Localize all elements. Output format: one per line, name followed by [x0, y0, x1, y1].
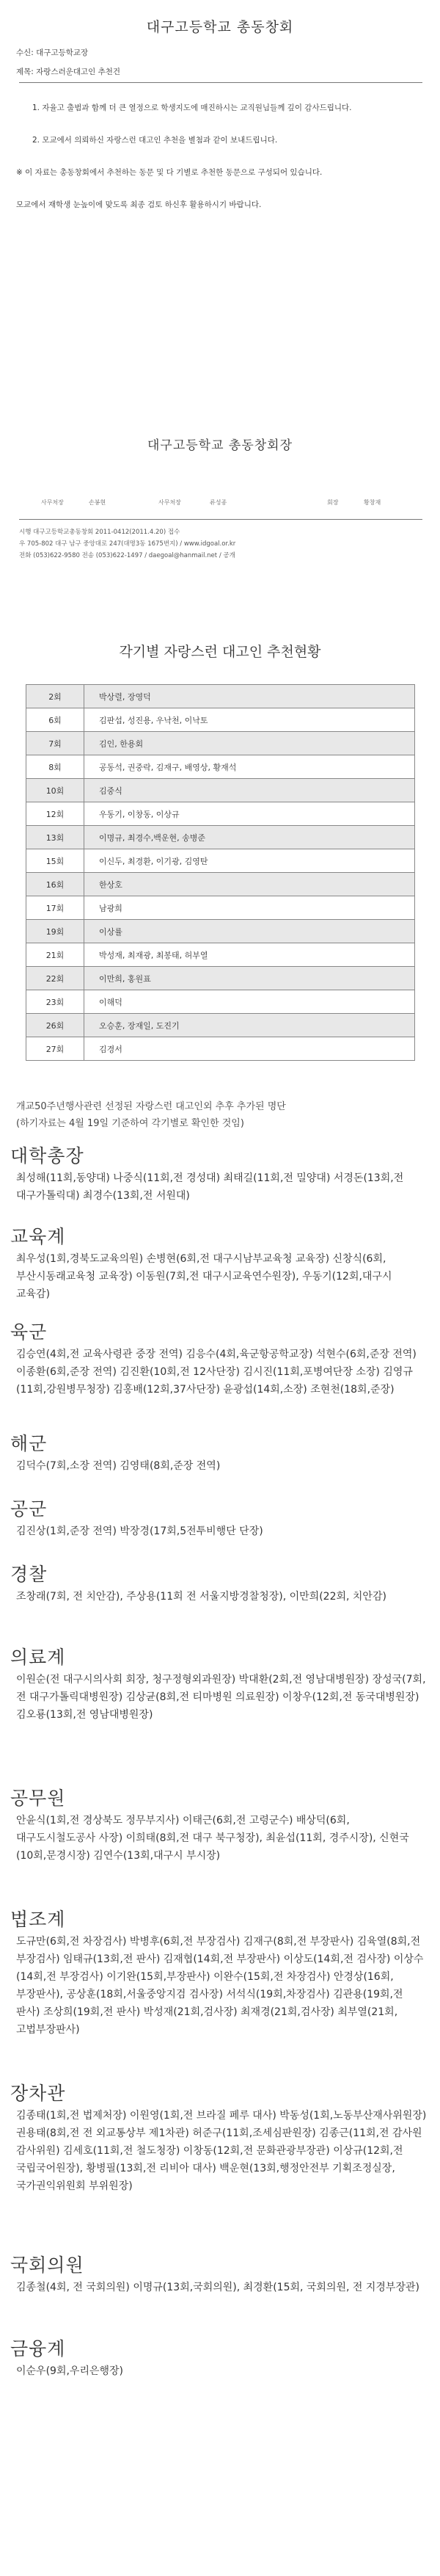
section-title-civil-servants: 공무원	[10, 1788, 66, 1809]
names-cell: 박성재, 최재광, 최봉태, 허부열	[84, 943, 415, 967]
letter-note-1: ※ 이 자료는 총동창회에서 추천하는 동문 및 다 기별로 추천한 동문으로 구성되어 있습니다.	[16, 168, 323, 177]
class-number-cell: 7회	[26, 732, 84, 755]
divider	[19, 82, 422, 83]
letter-subject: 제목: 자랑스러운대고인 추천건	[16, 68, 121, 76]
names-cell: 김경서	[84, 1037, 415, 1061]
class-number-cell: 8회	[26, 755, 84, 779]
names-cell: 우동기, 이창동, 이상규	[84, 802, 415, 826]
class-number-cell: 12회	[26, 802, 84, 826]
table-row	[26, 826, 415, 849]
approval-stamps	[41, 496, 408, 509]
stamp-name: 손봉현	[89, 499, 106, 506]
section-title-finance: 금융계	[10, 2338, 66, 2359]
section-body-education: 최우성(1회,경북도교육의원) 손병현(6회,전 대구시남부교육청 교육장) 신창식(6회,부산시동래교육청 교육장) 이동원(7회,전 대구시교육연수원장), 우동기(12회,대구시 교육감)	[16, 1253, 392, 1300]
class-number-cell: 15회	[26, 849, 84, 873]
names-cell: 이상률	[84, 920, 415, 943]
class-number-cell: 17회	[26, 896, 84, 920]
class-number-cell: 23회	[26, 990, 84, 1014]
table-row	[26, 873, 415, 896]
class-number-cell: 26회	[26, 1014, 84, 1037]
section-title-ministers: 장차관	[10, 2083, 66, 2104]
stamp-label: 회장	[327, 499, 339, 506]
table-row	[26, 779, 415, 802]
table-row	[26, 849, 415, 873]
names-cell: 이명규, 최경수,백운현, 송병준	[84, 826, 415, 849]
names-cell: 공동석, 권중락, 김재구, 배영상, 황재석	[84, 755, 415, 779]
table-row	[26, 755, 415, 779]
notice-line-2: (하기자료는 4월 19일 기준하여 각기별로 확인한 것임)	[16, 1118, 244, 1129]
class-number-cell: 27회	[26, 1037, 84, 1061]
notice-line-1: 개교50주년행사관련 선정된 자랑스런 대고인외 추후 추가된 명단	[16, 1101, 286, 1112]
table-row	[26, 1014, 415, 1037]
names-cell: 김인, 한용회	[84, 732, 415, 755]
table-row	[26, 896, 415, 920]
table-row	[26, 943, 415, 967]
section-title-national-assembly: 국회의원	[10, 2254, 84, 2276]
class-number-cell: 10회	[26, 779, 84, 802]
letter-paragraph-1: 1. 자율고 출범과 함께 더 큰 열정으로 학생지도에 매진하시는 교직원님들께 깊이 감사드립니다.	[32, 104, 352, 112]
table-row	[26, 967, 415, 990]
section-body-university-presidents: 최성해(11회,동양대) 나중식(11회,전 경성대) 최태길(11회,전 밀양대) 서경돈(13회,전 대구가톨릭대) 최경수(13회,전 서원대)	[16, 1172, 404, 1202]
class-number-cell: 2회	[26, 685, 84, 708]
table-row	[26, 802, 415, 826]
section-body-legal: 도규만(6회,전 차장검사) 박병후(6회,전 부장검사) 김재구(8회,전 부장판사) 김육열(8회,전 부장검사) 임태규(13회,전 판사) 김재협(14회,전 부장판사) 이상도(14회,전 검사장) 이상수(14회,전 부장검사) 이기완(15회,부장판사) 이완수(15회,전 차장검사) 안경상(16회,부장판사), 공상훈(18회,서울중앙지검 검사장) 서석식(19회,차장검사) 김관용(19회,전 판사) 조상희(19회,전 판사) 박성재(21회,검사장) 최재경(21회,검사장) 최부열(21회,고법부장판사)	[16, 1936, 424, 2036]
letterhead-address: 우 705-802 대구 남구 중앙대로 247(대명3동 1675번지) / www.idgoal.or.kr	[19, 540, 236, 548]
stamp-label: 사무처장	[158, 499, 181, 506]
letter-recipient: 수신: 대구고등학교장	[16, 48, 89, 57]
stamp-name: 황창재	[364, 499, 381, 506]
table-row	[26, 990, 415, 1014]
names-cell: 오승훈, 장재일, 도진기	[84, 1014, 415, 1037]
divider	[19, 519, 422, 520]
letter-note-2: 모교에서 재학생 눈높이에 맞도록 최종 검토 하신후 활용하시기 바랍니다.	[16, 200, 262, 209]
names-cell: 이해덕	[84, 990, 415, 1014]
section-body-ministers: 김종태(1회,전 법제처장) 이원영(1회,전 브라질 페루 대사) 박동성(1회,노동부산재사위원장) 권용태(8회,전 전 외교통상부 제1차관) 허준구(11회,조세심판원장) 김종근(11회,전 감사원 감사위원) 김세호(11회,전 철도청장) 이창동(12회,전 문화관광부장관) 이상규(12회,전 국립국어원장), 황병필(13회,전 리비아 대사) 백운현(13회,행정안전부 기획조정실장, 국가권익위원회 부위원장)	[16, 2110, 427, 2192]
section-body-finance: 이순우(9회,우리은행장)	[16, 2365, 123, 2377]
section-body-medical: 이원순(전 대구시의사회 회장, 청구정형외과원장) 박대환(2회,전 영남대병원장) 장성국(7회,전 대구가톨릭대병원장) 김상균(8회,전 티마병원 의료원장) 이창우(12회,전 동국대병원장) 김오룡(13회,전 영남대병원장)	[16, 1674, 426, 1721]
section-title-university-presidents: 대학총장	[10, 1145, 84, 1167]
class-number-cell: 13회	[26, 826, 84, 849]
class-number-cell: 21회	[26, 943, 84, 967]
section-title-air-force: 공군	[10, 1498, 48, 1520]
letterhead-title: 대구고등학교 총동창회장	[147, 438, 293, 453]
letterhead-contact: 전화 (053)622-9580 전송 (053)622-1497 / daegoal@hanmail.net / 공개	[19, 552, 235, 559]
table-row	[26, 732, 415, 755]
stamp-name: 류성종	[210, 499, 227, 506]
class-number-cell: 22회	[26, 967, 84, 990]
names-cell: 한상호	[84, 873, 415, 896]
section-body-army: 김승연(4회,전 교육사령관 중장 전역) 김응수(4회,육군항공학교장) 석현수(6회,준장 전역) 이종환(6회,준장 전역) 김진환(10회,전 12사단장) 김시진(11회,포병여단장 소장) 김영규(11회,강원병무청장) 김홍배(12회,37사단장) 윤광섭(14회,소장) 조현천(18회,준장)	[16, 1349, 417, 1396]
section-title-legal: 법조계	[10, 1909, 66, 1930]
section-body-police: 조창래(7회, 전 치안감), 주상용(11회 전 서울지방경찰청장), 이만희(22회, 치안감)	[16, 1591, 386, 1603]
table-row	[26, 685, 415, 708]
letter-paragraph-2: 2. 모교에서 의뢰하신 자랑스런 대고인 추천을 별첨과 같이 보내드립니다.	[32, 136, 278, 145]
section-title-navy: 해군	[10, 1433, 48, 1454]
letterhead-issue-line: 시행 대구고등학교총동창회 2011-0412(2011.4.20) 접수	[19, 529, 180, 536]
table-row	[26, 708, 415, 732]
table-row	[26, 920, 415, 943]
names-cell: 이신두, 최경환, 이기광, 김영탄	[84, 849, 415, 873]
section-title-medical: 의료계	[10, 1647, 66, 1668]
table-title: 각기별 자랑스런 대고인 추천현황	[119, 644, 321, 660]
class-number-cell: 19회	[26, 920, 84, 943]
section-title-army: 육군	[10, 1321, 48, 1343]
names-cell: 이만희, 홍원표	[84, 967, 415, 990]
names-cell: 김판섭, 성진용, 우낙천, 이낙토	[84, 708, 415, 732]
section-title-education: 교육계	[10, 1226, 66, 1247]
section-body-air-force: 김진상(1회,준장 전역) 박장경(17회,5전투비행단 단장)	[16, 1525, 263, 1537]
table-row	[26, 1037, 415, 1061]
class-number-cell: 16회	[26, 873, 84, 896]
section-body-civil-servants: 안윤식(1회,전 경상북도 정무부지사) 이태근(6회,전 고령군수) 배상덕(6회,대구도시철도공사 사장) 이희태(8회,전 대구 북구청장), 최윤섭(11회, 경주시장), 신현국(10회,문경시장) 김연수(13회,대구시 부시장)	[16, 1815, 409, 1862]
section-title-police: 경찰	[10, 1564, 48, 1585]
recommendation-table	[26, 684, 415, 1061]
names-cell: 박상렬, 장영덕	[84, 685, 415, 708]
section-body-national-assembly: 김종철(4회, 전 국회의원) 이명규(13회,국회의원), 최경환(15회, 국회의원, 전 지경부장관)	[16, 2282, 419, 2293]
section-body-navy: 김덕수(7회,소장 전역) 김영태(8회,준장 전역)	[16, 1460, 221, 1472]
names-cell: 남광희	[84, 896, 415, 920]
class-number-cell: 6회	[26, 708, 84, 732]
stamp-label: 사무처장	[41, 499, 64, 506]
names-cell: 김중식	[84, 779, 415, 802]
letter-title: 대구고등학교 총동창회	[146, 19, 294, 35]
